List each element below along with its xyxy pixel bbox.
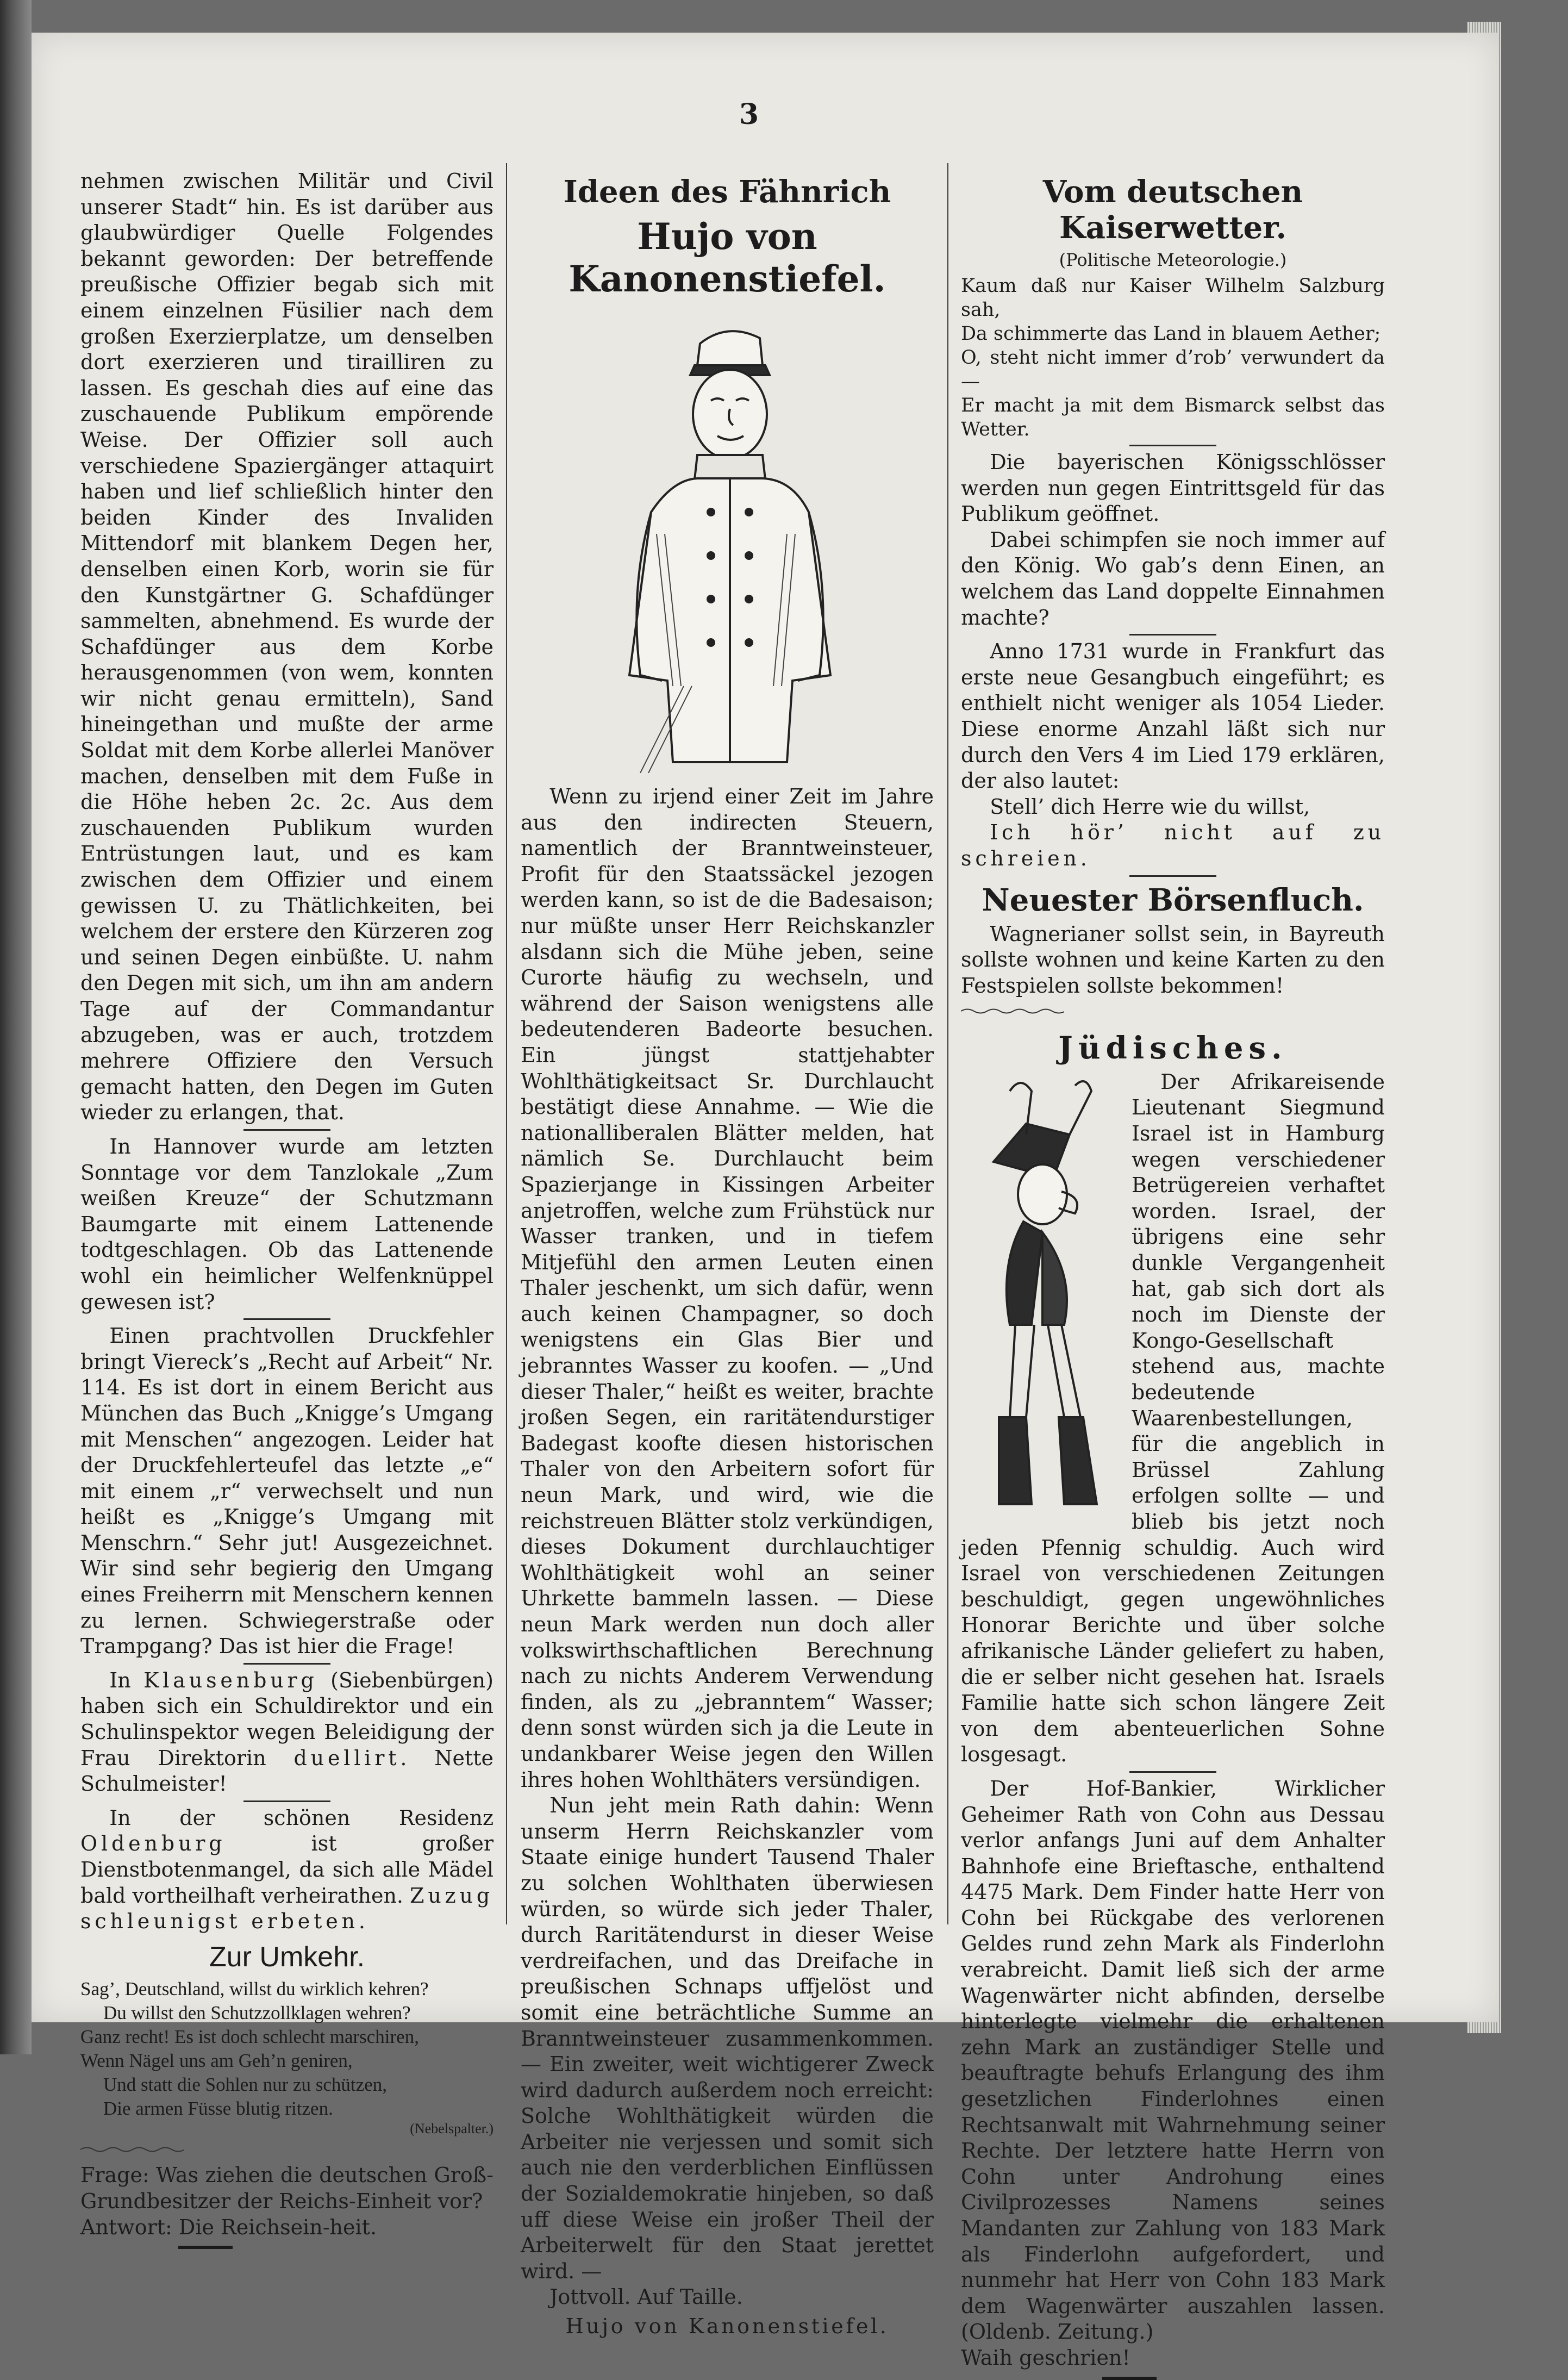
closing-remark: Waih geschrien! (961, 2345, 1130, 2370)
place-oldenburg: Oldenburg (80, 1831, 226, 1856)
verse-line: Kaum daß nur Kaiser Wilhelm Salzburg sah, (961, 275, 1385, 321)
question-text: Frage: Was ziehen die deutschen Groß-Grundbesitzer der Reichs-Einheit vor? (80, 2163, 493, 2213)
column-rule-left (506, 163, 507, 1924)
newspaper-page (32, 33, 1499, 2370)
kaiserwetter-title: Vom deutschen Kaiserwetter. (1042, 174, 1303, 246)
column-3 (961, 169, 1385, 2380)
section-divider (243, 1318, 330, 1320)
wavy-divider (961, 1007, 1064, 1015)
scan-binding-edge (0, 0, 32, 2054)
poem-source: (Nebelspalter.) (410, 2120, 493, 2136)
article-hujo-body-2: Nun jeht mein Rath dahin: Wenn unserm Herrn Reichskanzler vom Staate einige hundert Tausend Thaler zu solchen Wohlthaten überwiesen würden, so würde sich jeder Thaler, durch Raritätendurst in dieser Weise verdreifachen, und das Dreifache in preußischen Schnaps uffjelöst und somit eine beträchtliche Summe an Branntweinsteuer zusammenkommen. — Ein zweiter, weit wichtigerer Zweck wird dadurch außerdem noch erreicht: Solche Wohlthätigkeit würden die Arbeiter nie verjessen und somit sich auch nie den verderblichen Einflüssen der Sozialdemokratie hinjeben, so daß uff diese Weise ein jroßer Theil der Arbeiterwelt für den Staat jerettet wird. — (521, 1793, 934, 2283)
end-bar (1102, 2377, 1157, 2380)
article-printing-error: Einen prachtvollen Druckfehler bringt Viereck’s „Recht auf Arbeit“ Nr. 114. Es ist dort in einem Bericht aus München das Buch „Knigge’s Umgang mit Menschen“ angezogen. Leider hat der Druckfehlerteufel das letzte „e“ mit einem „r“ verwechselt und nun heißt es „Knigge’s Umgang mit Menschrn.“ Sehr jut! Ausgezeichnet. Wir sind sehr begierig den Umgang eines Freiherrn mit Menschern kennen zu lernen. Schwiegerstraße oder Trampgang? Das ist hier die Frage! (80, 1324, 493, 1659)
article-oldenburg: In der schönen Residenz Oldenburg ist großer Dienstbotenmangel, da sich alle Mädel bald vortheilhaft verheirathen. Zuzug schleunigst erbeten. (80, 1805, 493, 1934)
hymn-line: Ich hör’ nicht auf zu schreien. (961, 820, 1385, 870)
officer-illustration (575, 306, 879, 773)
section-divider (243, 1663, 330, 1665)
article-koenig: Dabei schimpfen sie noch immer auf den König. Wo gab’s denn Einen, an welchem das Land doppelte Einnahmen machte? (961, 527, 1385, 630)
poem-line: Wenn Nägel uns am Geh’n geniren, (80, 2049, 353, 2071)
article-boersenfluch: Wagnerianer sollst sein, in Bayreuth sollste wohnen und keine Karten zu den Festspielen sollste bekommen! (961, 921, 1385, 998)
article-koenigsschloesser: Die bayerischen Königsschlösser werden nun gegen Eintrittsgeld für das Publikum geöffnet. (961, 450, 1385, 526)
answer-text: Antwort: Die Reichsein-heit. (80, 2215, 377, 2239)
kaiserwetter-verse (961, 274, 1385, 441)
verse-line: O, steht nicht immer d’rob’ verwundert da — (961, 347, 1385, 392)
boersenfluch-title: Neuester Börsenfluch. (982, 882, 1364, 918)
caricature-illustration (961, 1069, 1124, 1515)
article-hujo-body-3: Jottvoll. Auf Taille. (549, 2285, 743, 2309)
section-divider (1129, 445, 1216, 446)
article-israel: Der Afrikareisende Lieutenant Siegmund Israel ist in Hamburg wegen verschiedener Betrügereien verhaftet worden. Israel, der übrigens eine sehr dunkle Vergangenheit hat, gab sich dort als noch im Dienste der Kongo-Gesellschaft stehend aus, machte bedeutende Waarenbestellungen, für die angeblich in Brüssel Zahlung erfolgen sollte — und blieb bis jetzt noch jeden Pfennig schuldig. Auch wird Israel von verschiedenen Zeitungen beschuldigt, gegen ungewöhnliches Honorar Berichte und über solche afrikanische Länder geliefert zu haben, die er selber nicht gesehen hat. Israels Familie hatte sich schon längere Zeit von dem abenteuerlichen Sohne losgesagt. (961, 1069, 1385, 1767)
hymn-line: Stell’ dich Herre wie du willst, (990, 794, 1310, 819)
article-cohn: Der Hof-Bankier, Wirklicher Geheimer Rath von Cohn aus Dessau verlor anfangs Juni auf dem Anhalter Bahnhofe eine Brieftasche, enthaltend 4475 Mark. Dem Finder hatte Herr von Cohn bei Rückgabe des verlorenen Geldes rund zehn Mark als Finderlohn verabreicht. Damit ließ sich der arme Wagenwärter nicht abfinden, derselbe hinterlegte vielmehr die erhaltenen zehn Mark an zuständiger Stelle und beauftragte behufs Erlangung des ihm gesetzlichen Finderlohnes einen Rechtsanwalt mit Wahrnehmung seiner Rechte. Der letztere hatte Herrn von Cohn unter Androhung eines Civilprozesses Namens seines Mandanten zur Zahlung von 183 Mark als Finderlohn aufgefordert, und nunmehr hat Herr von Cohn 183 Mark dem Wagenwärter auszahlen lassen. (Oldenb. Zeitung.) (961, 1776, 1385, 2344)
column-1 (80, 169, 493, 2249)
poem-line: Die armen Füsse blutig ritzen. (103, 2097, 333, 2119)
place-klausenburg: Klausenburg (143, 1668, 318, 1692)
article-title-line2: Hujo von Kanonenstiefel. (569, 215, 886, 300)
article-gesangbuch: Anno 1731 wurde in Frankfurt das erste neue Gesangbuch eingeführt; es enthielt nicht weniger als 1054 Lieder. Diese enorme Anzahl läßt sich nur durch den Vers 4 im Lied 179 erklären, der also lautet: (961, 639, 1385, 793)
section-divider (1129, 875, 1216, 877)
column-rule-right (947, 163, 948, 1924)
article-klausenburg: In Klausenburg (Siebenbürgen) haben sich ein Schuldirektor und ein Schulinspektor wegen Beleidigung der Frau Direktorin duellirt. Nette Schulmeister! (80, 1668, 493, 1796)
page-number: 3 (739, 98, 759, 131)
article-hannover: In Hannover wurde am letzten Sonntage vor dem Tanzlokale „Zum weißen Kreuze“ der Schutzmann Baumgarte mit einem Lattenende todtgeschlagen. Ob das Lattenende wohl ein heimlicher Welfenknüppel gewesen ist? (80, 1134, 493, 1314)
end-bar (178, 2246, 233, 2249)
juedisches-title: Jüdisches. (1058, 1030, 1288, 1066)
wavy-divider (80, 2146, 184, 2153)
kaiserwetter-subtitle: (Politische Meteorologie.) (1059, 250, 1287, 270)
poem-zur-umkehr (80, 1977, 493, 2121)
article-title-line1: Ideen des Fähnrich (563, 174, 891, 210)
poem-line: Du willst den Schutzzollklagen wehren? (103, 2002, 411, 2023)
poem-line: Ganz recht! Es ist doch schlecht marschiren, (80, 2026, 419, 2047)
author-signature: Hujo von Kanonenstiefel. (565, 2314, 889, 2339)
section-divider (243, 1800, 330, 1802)
article-hujo-body-1: Wenn zu irjend einer Zeit im Jahre aus den indirecten Steuern, namentlich der Branntweinsteuer, Profit für den Staatssäckel jezogen werden kann, so ist de die Badesaison; nur müßte unser Herr Reichskanzler alsdann sich die Mühe jeben, seine Curorte häufig zu wechseln, und während der Saison wenigstens alle bedeutenderen Badeorte besuchen. Ein jüngst stattjehabter Wohlthätigkeitsact Sr. Durchlaucht bestätigt diese Annahme. — Wie die nationalliberalen Blätter melden, hat nämlich Se. Durchlaucht beim Spazierjange in Kissingen Arbeiter anjetroffen, welche zum Frühstück nur Wasser tranken, und in tiefem Mitjefühl den armen Leuten einen Thaler jeschenkt, um sich dafür, wenn auch keinen Champagner, so doch wenigstens ein Glas Bier und jebranntes Wasser zu koofen. — „Und dieser Thaler,“ heißt es weiter, brachte jroßen Segen, ein raritätendurstiger Badegast koofte diesen historischen Thaler von den Arbeitern sofort für neun Mark, und wird, wie die reichstreuen Blätter stolz verkündigen, dieses Dokument durchlauchtiger Wohlthätigkeit wohl an seiner Uhrkette bammeln lassen. — Diese neun Mark werden nun doch aller volkswirthschaftlichen Berechnung nach zu nichts Anderem Verwendung finden, als zu „jebranntem“ Wasser; denn sonst würden sich ja die Leute in undankbarer Weise jegen den Willen ihres hohen Wohlthäters versündigen. (521, 784, 934, 1792)
column-2 (521, 169, 934, 2340)
poem-title: Zur Umkehr. (209, 1941, 365, 1973)
article-military-civil: nehmen zwischen Militär und Civil unserer Stadt“ hin. Es ist darüber aus glaubwürdiger Quelle Folgendes bekannt geworden: Der betreffende preußische Offizier begab sich mit einem einzelnen Füsilier nach dem großen Exerzierplatze, um denselben dort exerzieren und tirailliren zu lassen. Es geschah dies auf eine das zuschauende Publikum empörende Weise. Der Offizier soll auch verschiedene Spaziergänger attaquirt haben und lief schließlich hinter den beiden Kinder des Invaliden Mittendorf mit blankem Degen her, denselben einen Korb, worin sie für den Kunstgärtner G. Schafdünger sammelten, abnehmend. Es wurde der Schafdünger aus dem Korbe herausgenommen (von wem, konnten wir nicht genau ermitteln), Sand hineingethan und mußte der arme Soldat mit dem Korbe allerlei Manöver machen, denselben mit dem Fuße in die Höhe heben 2c. 2c. Aus dem zuschauenden Publikum wurden Entrüstungen laut, und es kam zwischen dem Offizier und einem gewissen U. zu Thätlichkeiten, bei welchem der erstere den Kürzeren zog und seinen Degen einbüßte. U. nahm den Degen mit sich, um ihn am andern Tage auf der Commandantur abzugeben, was er auch, trotzdem mehrere Offiziere den Versuch gemacht hatten, den Degen im Guten wieder zu erlangen, that. (80, 169, 493, 1125)
verse-line: Da schimmerte das Land in blauem Aether; (961, 323, 1381, 345)
section-divider (1129, 1771, 1216, 1773)
section-divider (243, 1129, 330, 1131)
section-divider (1129, 634, 1216, 636)
verse-line: Er macht ja mit dem Bismarck selbst das Wetter. (961, 395, 1385, 440)
poem-line: Sag’, Deutschland, willst du wirklich kehren? (80, 1978, 429, 1999)
poem-line: Und statt die Sohlen nur zu schützen, (103, 2073, 387, 2095)
